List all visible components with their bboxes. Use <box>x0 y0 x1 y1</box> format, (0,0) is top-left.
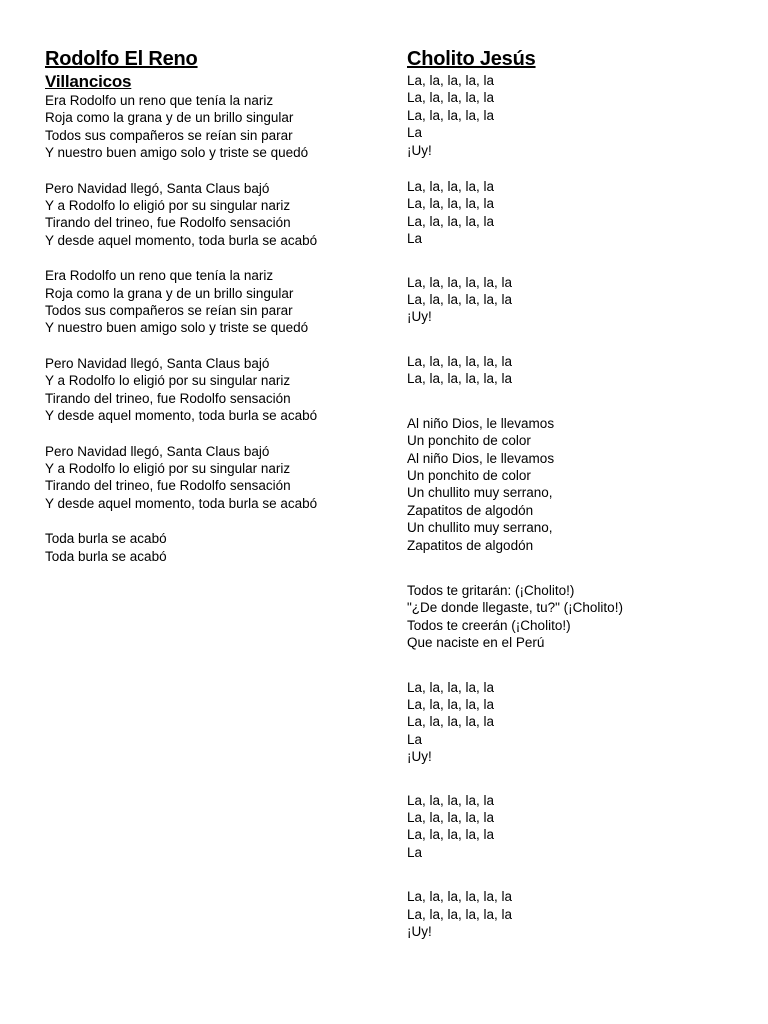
lyric-line: Tirando del trineo, fue Rodolfo sensación <box>45 390 291 406</box>
lyric-line: Y a Rodolfo lo eligió por su singular nariz <box>45 460 291 476</box>
lyric-line: Y nuestro buen amigo solo y triste se quedó <box>45 320 309 336</box>
left-column <box>45 46 380 565</box>
lyric-line: La, la, la, la, la, la <box>407 353 513 369</box>
lyric-line: La, la, la, la, la, la <box>407 906 513 922</box>
lyric-line: Zapatitos de algodón <box>407 502 534 518</box>
song-title-rodolfo: Rodolfo El Reno <box>45 48 198 70</box>
stanza <box>45 530 380 565</box>
lyric-line: Todos sus compañeros se reían sin parar <box>45 303 293 319</box>
stanza <box>45 267 380 337</box>
lyric-line: Toda burla se acabó <box>45 548 167 564</box>
lyrics-rodolfo <box>45 92 380 565</box>
lyric-line: Era Rodolfo un reno que tenía la nariz <box>45 268 274 284</box>
lyric-line: Todos te gritarán: (¡Cholito!) <box>407 582 575 598</box>
lyric-line: La <box>407 731 423 747</box>
lyric-line: ¡Uy! <box>407 749 432 765</box>
lyric-line: ¡Uy! <box>407 309 432 325</box>
lyrics-cholito <box>407 72 747 940</box>
lyric-line: La, la, la, la, la <box>407 792 495 808</box>
lyric-line: Un ponchito de color <box>407 467 531 483</box>
lyric-line: La, la, la, la, la <box>407 196 495 212</box>
stanza <box>407 888 747 940</box>
lyric-line: Al niño Dios, le llevamos <box>407 450 555 466</box>
stanza <box>407 792 747 862</box>
stanza <box>45 443 380 513</box>
lyric-line: La, la, la, la, la, la <box>407 292 513 308</box>
lyric-line: La, la, la, la, la <box>407 179 495 195</box>
lyric-line: Todos sus compañeros se reían sin parar <box>45 127 293 143</box>
lyric-line: La <box>407 231 423 247</box>
lyric-line: Todos te creerán (¡Cholito!) <box>407 617 571 633</box>
lyric-line: "¿De donde llegaste, tu?" (¡Cholito!) <box>407 600 623 616</box>
stanza <box>407 72 747 159</box>
lyric-line: ¡Uy! <box>407 924 432 940</box>
lyric-line: La, la, la, la, la <box>407 107 495 123</box>
stanza <box>45 180 380 250</box>
lyric-line: Y nuestro buen amigo solo y triste se quedó <box>45 145 309 161</box>
lyric-line: La, la, la, la, la <box>407 213 495 229</box>
lyric-line: Toda burla se acabó <box>45 531 167 547</box>
lyric-line: ¡Uy! <box>407 142 432 158</box>
lyric-line: Pero Navidad llegó, Santa Claus bajó <box>45 180 270 196</box>
stanza <box>407 353 747 388</box>
section-subtitle: Villancicos <box>45 72 132 91</box>
lyric-line: Pero Navidad llegó, Santa Claus bajó <box>45 443 270 459</box>
lyric-line: Y desde aquel momento, toda burla se acabó <box>45 232 318 248</box>
lyric-line: La, la, la, la, la <box>407 679 495 695</box>
stanza <box>407 274 747 326</box>
lyric-line: Zapatitos de algodón <box>407 537 534 553</box>
lyric-line: Era Rodolfo un reno que tenía la nariz <box>45 93 274 108</box>
lyric-line: Y a Rodolfo lo eligió por su singular nariz <box>45 198 291 214</box>
stanza <box>407 582 747 652</box>
lyric-line: Y desde aquel momento, toda burla se acabó <box>45 408 318 424</box>
lyric-line: La, la, la, la, la <box>407 696 495 712</box>
lyric-line: La, la, la, la, la <box>407 73 495 88</box>
stanza <box>407 178 747 248</box>
stanza <box>45 92 380 162</box>
lyric-line: La, la, la, la, la, la <box>407 274 513 290</box>
lyric-line: La <box>407 125 423 141</box>
lyric-line: Tirando del trineo, fue Rodolfo sensación <box>45 215 291 231</box>
lyric-line: Roja como la grana y de un brillo singular <box>45 285 294 301</box>
lyric-line: Un chullito muy serrano, <box>407 520 553 536</box>
lyric-line: La, la, la, la, la <box>407 90 495 106</box>
lyric-line: Y a Rodolfo lo eligió por su singular nariz <box>45 373 291 389</box>
lyric-line: Tirando del trineo, fue Rodolfo sensación <box>45 478 291 494</box>
stanza <box>407 415 747 554</box>
lyric-line: Y desde aquel momento, toda burla se acabó <box>45 495 318 511</box>
stanza <box>45 355 380 425</box>
lyric-line: La, la, la, la, la, la <box>407 889 513 905</box>
right-column <box>407 46 747 940</box>
lyric-line: Un chullito muy serrano, <box>407 485 553 501</box>
lyric-line: La, la, la, la, la <box>407 810 495 825</box>
lyric-line: Roja como la grana y de un brillo singular <box>45 110 294 126</box>
lyric-line: La <box>407 844 423 860</box>
stanza <box>407 679 747 766</box>
lyric-line: Pero Navidad llegó, Santa Claus bajó <box>45 355 270 371</box>
song-title-cholito: Cholito Jesús <box>407 48 536 70</box>
lyric-line: La, la, la, la, la, la <box>407 371 513 387</box>
lyric-line: Que naciste en el Perú <box>407 635 545 651</box>
lyric-line: La, la, la, la, la <box>407 714 495 730</box>
lyric-line: Al niño Dios, le llevamos <box>407 415 555 431</box>
lyric-line: Un ponchito de color <box>407 433 531 449</box>
lyric-line: La, la, la, la, la <box>407 827 495 843</box>
